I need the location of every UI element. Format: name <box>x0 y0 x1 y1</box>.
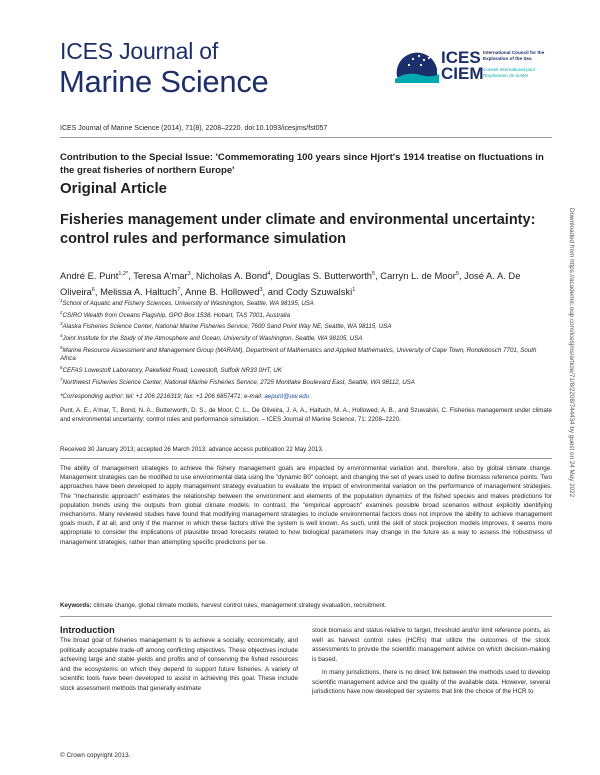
affiliation-item <box>60 344 552 364</box>
keywords-divider <box>60 616 552 617</box>
author-name: Douglas S. Butterworth <box>275 270 373 282</box>
affiliation-text: Marine Resource Assessment and Management Group (MARAM), Department of Mathematics and Applied Mathematics, University of Cape Town, Rondebosch 7701, South Africa <box>60 346 537 363</box>
affiliation-number: 5 <box>60 344 63 350</box>
corresponding-author <box>60 393 309 400</box>
affiliation-item <box>60 309 552 321</box>
body-paragraph: stock biomass and status relative to target, threshold and/or limit reference points, as well as harvest control rules (HCRs) that utilize the outcomes of the stock assessments to provide the scientific management advice on which decision-making is based. <box>312 627 550 663</box>
author-affiliation-mark: 3 <box>187 271 191 277</box>
author-affiliation-mark: 7 <box>177 287 181 294</box>
affiliation-item <box>60 320 552 332</box>
affiliation-list <box>60 297 552 387</box>
author-email-link[interactable]: aepunt@uw.edu <box>264 393 310 400</box>
article-type: Original Article <box>60 180 167 197</box>
affiliation-text: CSIRO Wealth from Oceans Flagship, GPO Box 1538, Hobart, TAS 7001, Australia <box>62 311 291 319</box>
keywords-line <box>60 602 552 609</box>
abstract-text: The ability of management strategies to achieve the fishery management goals are impacted by environmental variation and, therefore, also by global climate change. Management strategies can be modified to use environmental data using the "dynamic B0" concept, and changing the set of years used to define biomass reference points. Two approaches have been developed to apply management strategy evaluation to evaluate the impact of environmental variation on the performance of management strategies. The "mechanistic approach" estimates the relationship between the environment and elements of the population dynamics of the fished species and makes predictions for population trends using the outputs from global climate models. In contrast, the "empirical approach" examines possible broad scenarios without explicitly identifying mechanisms. Many reviewed studies have found that modifying management strategies to include environmental factors does not improve the ability to achieve management goals much, if at all, and only if the manner in which these factors drive the system is well known. As such, until the skill of stock projection models improves, it seems more appropriate to consider the implications of plausible broad forecasts related to how biological parameters may change in the future as a way to assess the robustness of management strategies, rather than attempting specific predictions per se. <box>60 465 552 546</box>
author-affiliation-mark: 1,2* <box>118 271 129 277</box>
corresponding-prefix: *Corresponding author: tel: +1 206 2216319; fax: +1 206 6857471; e-mail: <box>60 393 265 400</box>
section-heading-introduction: Introduction <box>60 624 115 635</box>
affiliation-item <box>60 332 552 344</box>
author-name: André E. Punt <box>60 270 119 282</box>
keywords-label: Keywords: <box>60 602 92 609</box>
affiliation-text: School of Aquatic and Fishery Sciences, University of Washington, Seattle, WA 98195, USA <box>62 300 314 308</box>
affiliation-number: 7 <box>60 376 63 382</box>
journal-name-line2: Marine Science <box>59 64 269 99</box>
affiliation-text: Joint Institute for the Study of the Atmosphere and Ocean, University of Washington, Seattle, WA 98105, USA <box>62 335 363 343</box>
author-name: Carryn L. de Moor <box>380 270 456 282</box>
ices-logo-icon <box>393 47 439 83</box>
download-watermark: Downloaded from https://academic.oup.com/icesjms/article/71/8/2208/744434 by guest on 24 May 2022 <box>568 208 575 498</box>
journal-name-line1: ICES Journal of <box>60 38 219 64</box>
author-name: José A. A. De Oliveira <box>60 270 521 298</box>
affiliation-number: 4 <box>60 332 63 338</box>
ciem-wordmark: CIEM <box>441 64 484 83</box>
copyright-notice: © Crown copyright 2013. <box>60 752 131 759</box>
author-affiliation-mark: 6 <box>91 287 95 294</box>
journal-citation-line: ICES Journal of Marine Science (2014), 71(8), 2208–2220. doi:10.1093/icesjms/fst057 <box>60 125 328 132</box>
body-paragraph: In many jurisdictions, there is no direct link between the methods used to develop scientific management advice and the quality of the available data. However, several jurisdictions have now developed tier systems that link the choice of the HCR to <box>312 669 550 695</box>
affiliation-item <box>60 376 552 388</box>
author-name: Nicholas A. Bond <box>195 270 268 282</box>
body-column-right <box>312 626 550 697</box>
author-affiliation-mark: 5 <box>372 271 376 277</box>
keywords-text: climate change, global climate models, harvest control rules, management strategy evaluation, recruitment. <box>93 602 387 609</box>
received-dates: Received 30 January 2013; accepted 26 March 2013; advance access publication 22 May 2013. <box>60 446 324 453</box>
affiliation-item <box>60 297 552 309</box>
body-paragraph: The broad goal of fisheries management is to achieve a socially, economically, and politically acceptable trade-off among conflicting objectives. These objectives include achieving large and stable yields and profits and of conserving the fished resources and the ecosystems on which they depend to support future fisheries. A variety of scientific tools have been developed to assist in achieving this goal. These include stock assessment methods that generally estimate <box>60 637 298 692</box>
special-issue-note: Contribution to the Special Issue: 'Commemorating 100 years since Hjort's 1914 treatise on fluctuations in the great fisheries of northern Europe' <box>60 152 544 176</box>
affiliation-number: 1 <box>60 298 63 303</box>
affiliation-number: 6 <box>60 364 63 370</box>
header-divider <box>60 137 552 138</box>
abstract-top-divider <box>60 458 552 459</box>
article-title: Fisheries management under climate and environmental uncertainty: control rules and performance simulation <box>60 212 536 247</box>
author-name: Anne B. Hollowed <box>184 286 260 298</box>
author-name: Teresa A'mar <box>133 270 188 282</box>
affiliation-text: CEFAS Lowestoft Laboratory, Pakefield Road, Lowestoft, Suffolk NR33 0HT, UK <box>62 366 282 374</box>
affiliation-item <box>60 364 552 376</box>
author-affiliation-mark: 1 <box>352 287 356 294</box>
org-name-english: International Council for the Exploration of the Sea <box>483 50 545 61</box>
author-name: Cody Szuwalski <box>286 286 353 298</box>
body-column-left <box>60 636 298 693</box>
ices-wordmark: ICES <box>441 48 481 67</box>
affiliation-text: Alaska Fisheries Science Center, National Marine Fisheries Service, 7600 Sand Point Way NE, Seattle, WA 98115, USA <box>62 323 392 331</box>
how-to-cite: Punt, A. E., A'mar, T., Bond, N. A., Butterworth, D. S., de Moor, C. L., De Oliveira, J. A. A., Haltuch, M. A., Hollowed, A. B., and Szuwalski, C. Fisheries management under climate and environmental uncertainty: control rules and performance simulation. – ICES Journal of Marine Science, 71: 2208–2220. <box>60 407 552 423</box>
author-affiliation-mark: 5 <box>455 271 459 277</box>
affiliation-number: 3 <box>60 321 63 327</box>
author-list: André E. Punt$^{1,2*}$, Teresa A'mar$^3$, Nicholas A. Bond$^4$, Douglas S. Butterworth$^5$, Carryn L. de Moor$^5$, José A. A. De Oliveira$^6$, Melissa A. Haltuch$^7$, Anne B. Hollowed$^3$, and Cody Szuwalski$^1$ <box>60 270 521 298</box>
affiliation-number: 2 <box>60 309 63 315</box>
affiliation-text: Northwest Fisheries Science Center, National Marine Fisheries Service, 2725 Montlake Boulevard East, Seattle, WA 98112, USA <box>62 378 415 386</box>
author-name: Melissa A. Haltuch <box>100 286 178 298</box>
author-affiliation-mark: 4 <box>267 271 271 277</box>
org-name-french: Conseil International pour l'Exploration de la Mer <box>483 67 536 78</box>
author-affiliation-mark: 3 <box>259 287 263 294</box>
